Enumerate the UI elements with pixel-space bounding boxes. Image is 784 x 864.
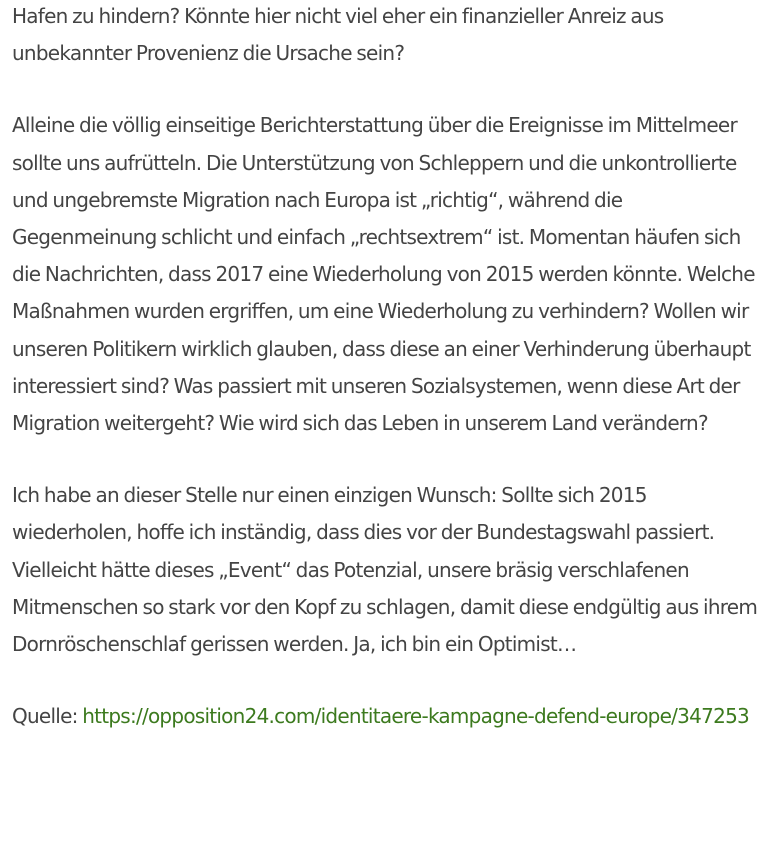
source-link[interactable]: https://opposition24.com/identitaere-kampagne-defend-europe/347253 (82, 704, 750, 729)
article-paragraph: Hafen zu hindern? Könnte hier nicht viel eher ein finanzieller Anreiz aus unbekannter Provenienz die Ursache sein? (12, 4, 664, 66)
source-label: Quelle: (12, 704, 83, 729)
article-paragraph: Ich habe an dieser Stelle nur einen einzigen Wunsch: Sollte sich 2015 wiederholen, hoffe ich inständig, dass dies vor der Bundestagswahl passiert. Vielleicht hätte dieses „Event“ das Potenzial, unsere bräsig verschlafenen Mitmenschen so stark vor den Kopf zu schlagen, damit diese endgültig aus ihrem Dornröschenschlaf gerissen werden. Ja, ich bin ein Optimist… (12, 483, 758, 657)
source-line (12, 698, 768, 735)
article-body (12, 0, 768, 735)
article-paragraph: Alleine die völlig einseitige Berichterstattung über die Ereignisse im Mittelmeer sollte uns aufrütteln. Die Unterstützung von Schleppern und die unkontrollierte und ungebremste Migration nach Europa ist „richtig“, während die Gegenmeinung schlicht und einfach „rechtsextrem“ ist. Momentan häufen sich die Nachrichten, dass 2017 eine Wiederholung von 2015 werden könnte. Welche Maßnahmen wurden ergriffen, um eine Wiederholung zu verhindern? Wollen wir unseren Politikern wirklich glauben, dass diese an einer Verhinderung überhaupt interessiert sind? Was passiert mit unseren Sozialsystemen, wenn diese Art der Migration weitergeht? Wie wird sich das Leben in unserem Land verändern? (12, 113, 755, 436)
